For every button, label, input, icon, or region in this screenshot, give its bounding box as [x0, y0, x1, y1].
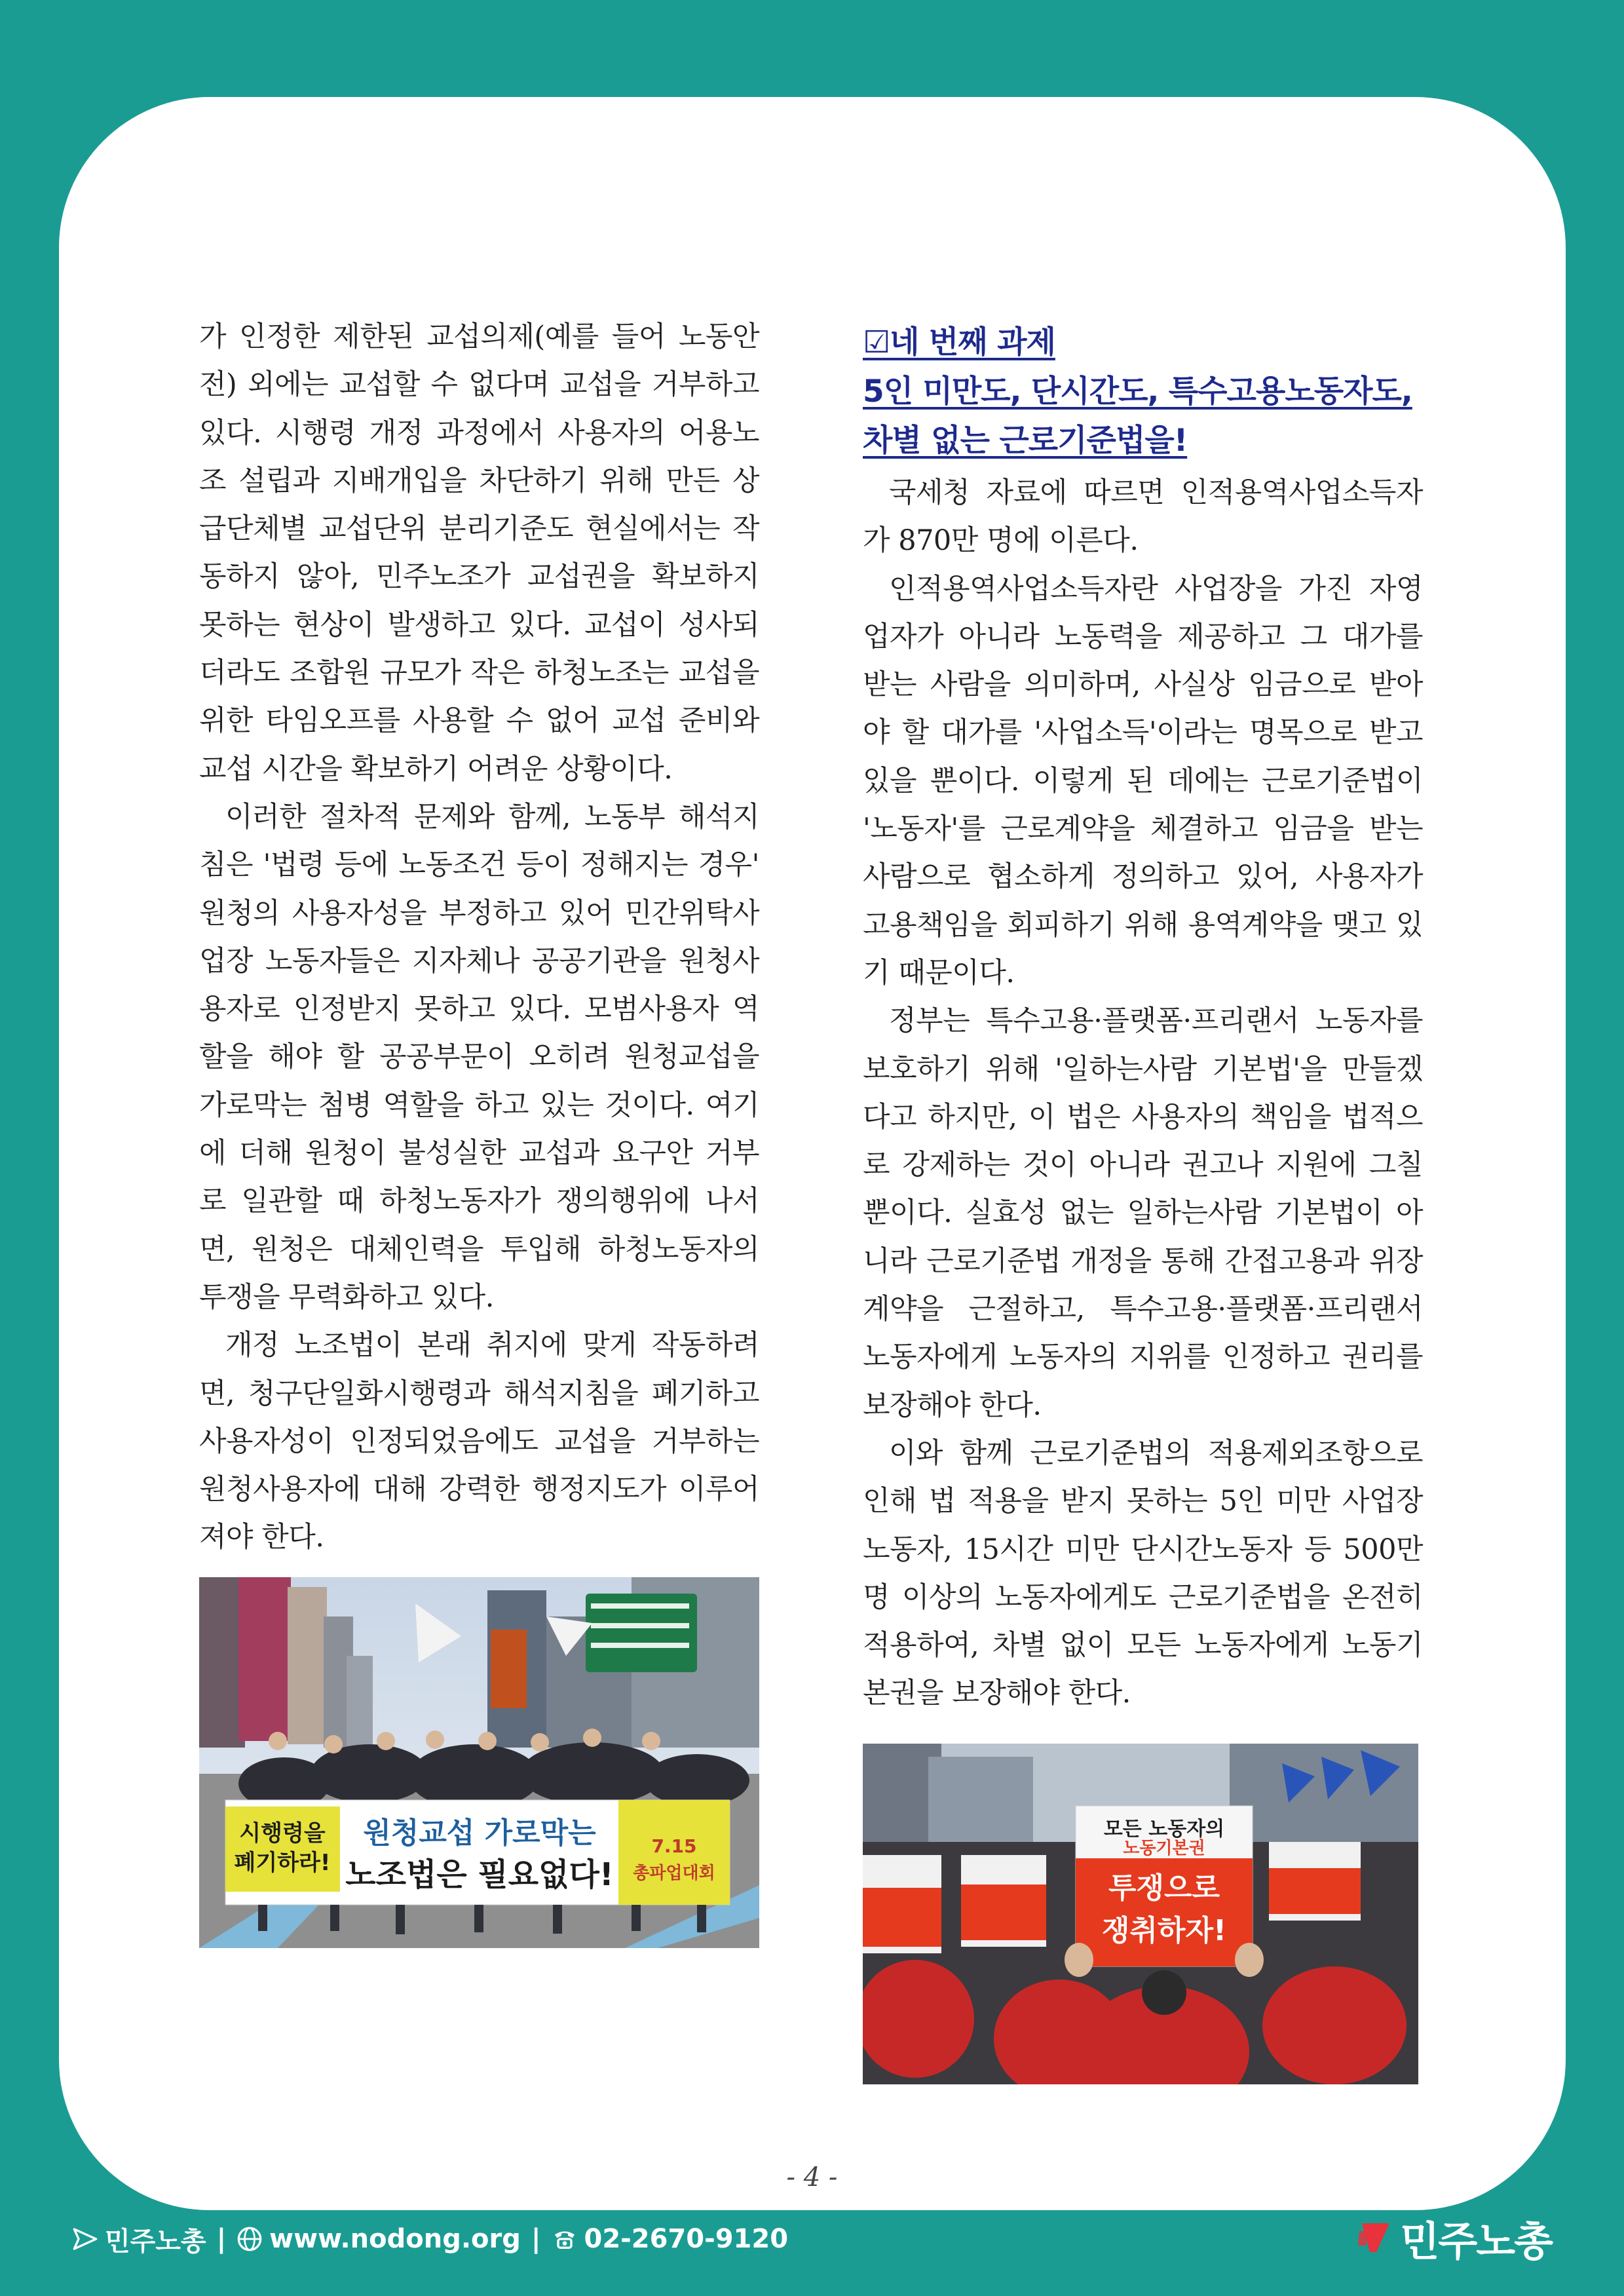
left-paragraph-2: 이러한 절차적 문제와 함께, 노동부 해석지침은 '법령 등에 노동조건 등이 정해지는 경우' 원청의 사용자성을 부정하고 있어 민간위탁사업장 노동자들은 지자체나 공공기관을 원청사용자로 인정받지 못하고 있다. 모범사용자 역할을 해야 할 공공부문이 오히려 원청교섭을 가로막는 첨병 역할을 하고 있는 것이다. 여기에 더해 원청이 불성실한 교섭과 요구안 거부로 일관할 때 하청노동자가 쟁의행위에 나서면, 원청은 대체인력을 투입해 하청노동자의 투쟁을 무력화하고 있다. [199, 800, 759, 1314]
heading-line-2: 5인 미만도, 단시간도, 특수고용노동자도, [863, 373, 1412, 410]
banner-right-line-1: 7.15 [651, 1835, 697, 1857]
send-icon [72, 2226, 98, 2252]
right-paragraph-4: 이와 함께 근로기준법의 적용제외조항으로 인해 법 적용을 받지 못하는 5인 미만 사업장 노동자, 15시간 미만 단시간노동자 등 500만 명 이상의 노동자에게도 근로기준법을 온전히 적용하여, 차별 없이 모든 노동자에게 노동기본권을 보장해야 한다. [863, 1436, 1423, 1710]
banner-main-line-1: 원청교섭 가로막는 [363, 1816, 596, 1850]
banner-main-line-2: 노조법은 필요없다! [345, 1856, 614, 1893]
left-paragraph-3: 개정 노조법이 본래 취지에 맞게 작동하려면, 청구단일화시행령과 해석지침을 폐기하고 사용자성이 인정되었음에도 교섭을 거부하는 원청사용자에 대해 강력한 행정지도가 이루어져야 한다. [199, 1329, 759, 1554]
heading-line-1: ☑네 번째 과제 [863, 324, 1055, 360]
banner-left-line-1: 시행령을 [239, 1820, 326, 1846]
right-paragraph-2: 인적용역사업소득자란 사업장을 가진 자영업자가 아니라 노동력을 제공하고 그 대가를 받는 사람을 의미하며, 사실상 임금으로 받아야 할 대가를 '사업소득'이라는 명목으로 받고 있을 뿐이다. 이렇게 된 데에는 근로기준법이 '노동자'를 근로계약을 체결하고 임금을 받는 사람으로 협소하게 정의하고 있어, 사용자가 고용책임을 회피하기 위해 용역계약을 맺고 있기 때문이다. [863, 572, 1423, 989]
footer-contact [72, 2219, 788, 2259]
rally-signs-photo [863, 1744, 1418, 2084]
banner-right-line-2: 총파업대회 [633, 1864, 715, 1883]
right-column [863, 318, 1423, 1718]
sign-line-3: 투쟁으로 [1108, 1871, 1220, 1905]
page-number: - 4 - [786, 2162, 838, 2192]
footer-separator: | [531, 2224, 541, 2254]
logo-text: 민주노총 [1400, 2217, 1552, 2265]
sign-line-2: 노동기본권 [1123, 1839, 1205, 1858]
heading-line-3: 차별 없는 근로기준법을! [863, 423, 1188, 459]
sign-line-1: 모든 노동자의 [1103, 1818, 1225, 1841]
sign-line-4: 쟁취하자! [1101, 1914, 1227, 1947]
right-paragraph-3: 정부는 특수고용·플랫폼·프리랜서 노동자를 보호하기 위해 '일하는사람 기본법'을 만들겠다고 하지만, 이 법은 사용자의 책임을 법적으로 강제하는 것이 아니라 권고나 지원에 그칠 뿐이다. 실효성 없는 일하는사람 기본법이 아니라 근로기준법 개정을 통해 간접고용과 위장계약을 근절하고, 특수고용·플랫폼·프리랜서 노동자에게 노동자의 지위를 인정하고 권리를 보장해야 한다. [863, 1004, 1423, 1422]
march-protest-photo [199, 1577, 759, 1948]
kctu-logo [1357, 2215, 1552, 2265]
left-column [199, 313, 759, 1562]
footer-website-link[interactable]: www.nodong.org [269, 2224, 521, 2254]
section-heading [863, 318, 1423, 465]
footer-org-name: 민주노총 [105, 2226, 206, 2257]
banner-left-line-2: 폐기하라! [234, 1850, 331, 1876]
footer-phone: 02-2670-9120 [584, 2224, 789, 2254]
right-paragraph-1: 국세청 자료에 따르면 인적용역사업소득자가 870만 명에 이른다. [863, 476, 1423, 558]
phone-icon [552, 2226, 578, 2252]
kctu-logo-mark-icon [1357, 2219, 1393, 2256]
left-paragraph-1: 가 인정한 제한된 교섭의제(예를 들어 노동안전) 외에는 교섭할 수 없다며 교섭을 거부하고 있다. 시행령 개정 과정에서 사용자의 어용노조 설립과 지배개입을 차단하기 위해 만든 상급단체별 교섭단위 분리기준도 현실에서는 작동하지 않아, 민주노조가 교섭권을 확보하지 못하는 현상이 발생하고 있다. 교섭이 성사되더라도 조합원 규모가 작은 하청노조는 교섭을 위한 타임오프를 사용할 수 없어 교섭 준비와 교섭 시간을 확보하기 어려운 상황이다. [199, 320, 759, 786]
globe-icon [236, 2226, 263, 2252]
footer-separator: | [216, 2224, 227, 2254]
